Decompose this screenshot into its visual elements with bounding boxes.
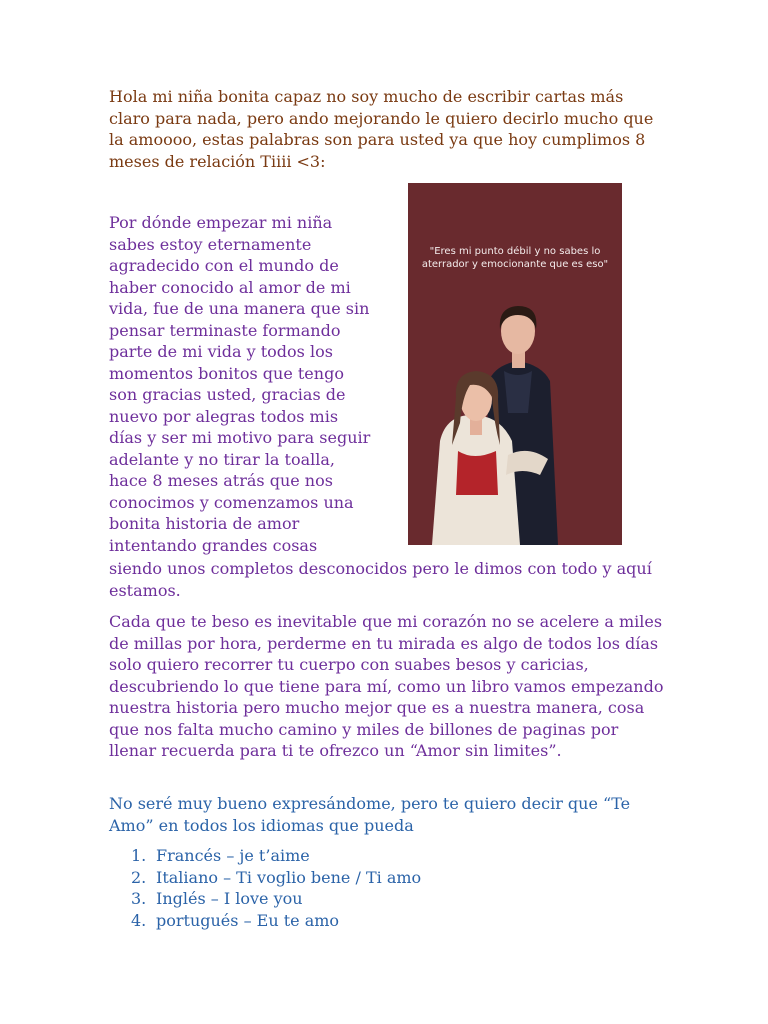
list-text: Italiano – Ti voglio bene / Ti amo [156,867,422,887]
paragraph-two-line: agradecido con el mundo de [109,256,339,275]
paragraph-two-line: sabes estoy eternamente [109,234,312,254]
paragraph-two-wrapped [109,212,404,556]
paragraph-two-line: nuevo por alegras todos mis [109,406,339,426]
paragraph-two-line: son gracias usted, gracias de [109,385,346,404]
list-text: Inglés – I love you [156,889,303,908]
paragraph-two-line: días y ser mi motivo para seguir [109,428,371,447]
list-item [131,845,421,867]
illustration-quote: "Eres mi punto débil y no sabes lo aterrador y emocionante que es eso" [421,246,609,270]
paragraph-three: Cada que te beso es inevitable que mi corazón no se acelere a miles de millas por hora, perderme en tu mirada es algo de todos los días solo quiero recorrer tu cuerpo con suabes besos y caricias, descubriendo lo que tiene para mí, como un libro vamos empezando nuestra historia pero mucho mejor que es a nuestra manera, cosa que nos falta mucho camino y miles de billones de paginas por llenar recuerda para ti te ofrezco un “Amor sin limites”. [109,612,664,760]
paragraph-two-line: hace 8 meses atrás que nos [109,471,333,490]
couple-drawing [408,183,622,545]
paragraph-two-line: momentos bonitos que tengo [109,363,344,383]
list-text: portugués – Eu te amo [156,910,340,930]
list-text: Francés – je t’aime [156,846,310,865]
couple-illustration [408,183,622,545]
list-item [131,888,421,910]
list-number: 2. [131,867,147,887]
paragraph-two-line: intentando grandes cosas [109,535,318,555]
paragraph-two-line: haber conocido al amor de mi [109,277,351,297]
languages-list [131,845,421,931]
list-item [131,867,421,889]
list-number: 4. [131,910,147,930]
paragraph-two-line: bonita historia de amor [109,514,300,533]
paragraph-two-line: adelante y no tirar la toalla, [109,449,336,469]
paragraph-two-ending: siendo unos completos desconocidos pero le dimos con todo y aquí estamos. [109,559,652,600]
paragraph-two-line: conocimos y comenzamos una [109,492,354,512]
paragraph-two-line: vida, fue de una manera que sin [109,299,370,318]
paragraph-four: No seré muy bueno expresándome, pero te quiero decir que “Te Amo” en todos los idiomas que pueda [109,794,631,835]
paragraph-two-line: Por dónde empezar mi niña [109,213,333,232]
woman-top-shape [456,451,498,495]
paragraph-two-line: pensar terminaste formando [109,320,341,340]
list-item [131,910,421,932]
intro-paragraph: Hola mi niña bonita capaz no soy mucho de escribir cartas más claro para nada, pero ando mejorando le quiero decirlo mucho que la amoooo, estas palabras son para usted ya que hoy cumplimos 8 meses de relación Tiiii <3: [109,87,654,171]
list-number: 3. [131,889,147,908]
paragraph-two-line: parte de mi vida y todos los [109,342,333,361]
list-number: 1. [131,846,147,865]
